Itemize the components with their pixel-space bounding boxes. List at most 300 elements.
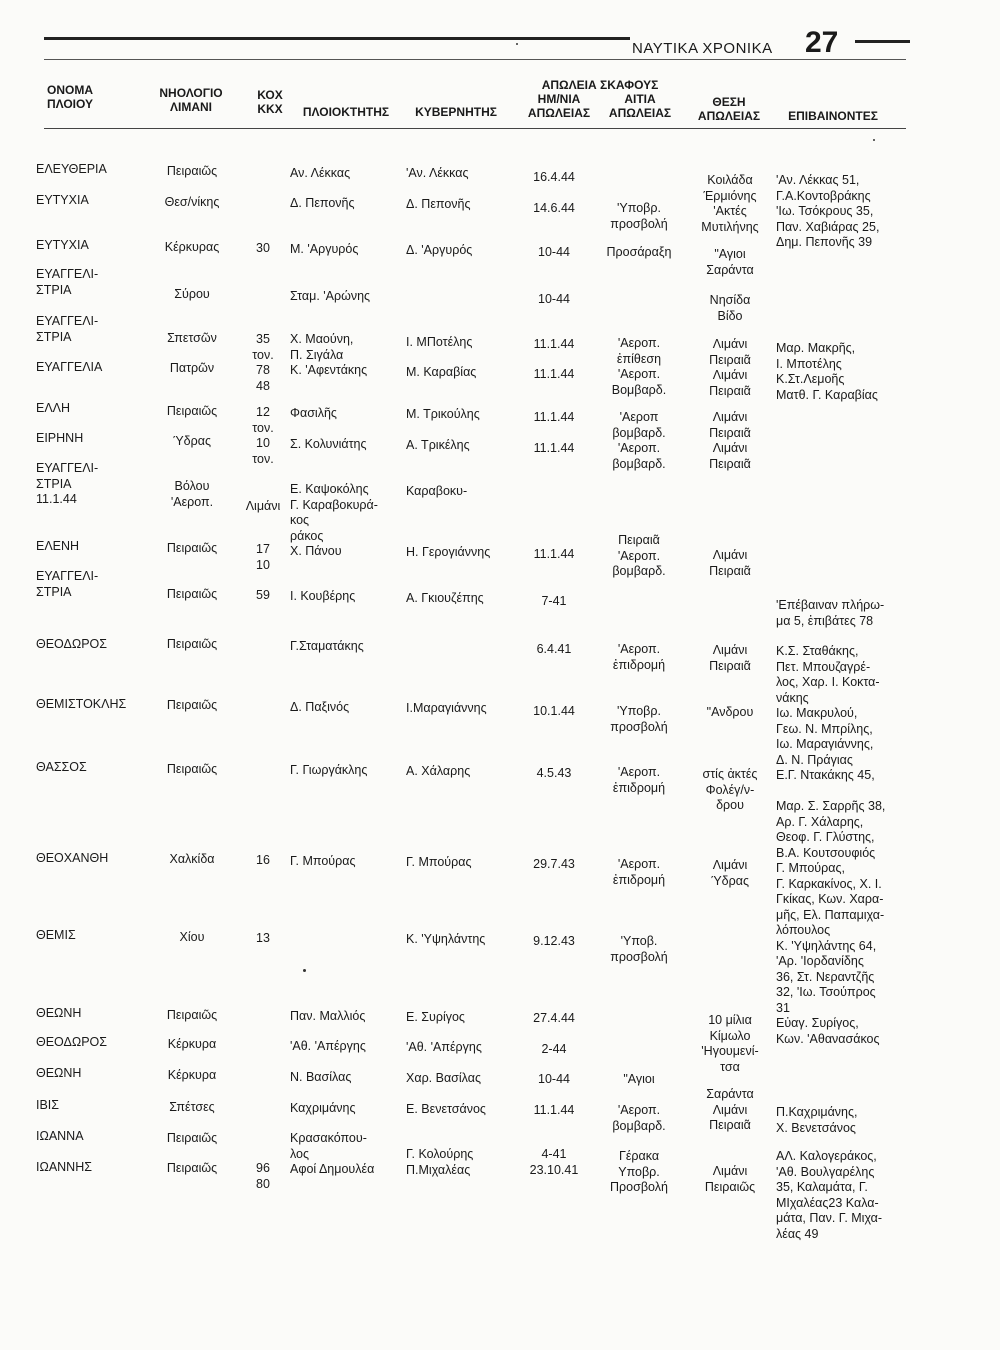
cell-line: Λιμάνι [245, 499, 281, 513]
cell-line: 59 [256, 588, 270, 602]
cell-owner [290, 1009, 402, 1025]
cell-line: Δημ. Πεπονῆς 39 [776, 235, 873, 249]
cell-place [686, 548, 774, 579]
cell-port [144, 1100, 240, 1116]
cell-kox [238, 588, 288, 604]
cell-line: ΘΕΟΔΩΡΟΣ [36, 637, 108, 651]
cell-crew [776, 644, 916, 784]
cell-name [36, 851, 146, 867]
cell-cause [594, 336, 684, 398]
cell-line: Χ. Βενετσάνος [776, 1120, 856, 1135]
cell-line: Ι. ΜΠοτέλης [406, 335, 473, 349]
cell-line: τον. [252, 451, 274, 466]
cell-line: Υποβρ. [618, 1164, 660, 1179]
cell-line: 36, Στ. Νεραντζῆς [776, 969, 875, 984]
cell-line: Ε. Καψοκόλης [290, 482, 369, 496]
cell-port [144, 852, 240, 868]
print-speck [303, 969, 306, 972]
cell-date [515, 704, 593, 720]
cell-line: ΣΤΡΙΑ [36, 584, 72, 599]
cell-line: Πειραιᾶ [709, 456, 751, 471]
cell-line: Πειραιῶς [166, 637, 218, 651]
cell-owner [290, 700, 402, 716]
cell-line: 35 [256, 332, 270, 346]
cell-line: Μ. Καραβίας [406, 365, 477, 379]
cell-captain [406, 855, 518, 871]
cell-line: 30 [256, 241, 270, 255]
cell-line: Βομβαρδ. [611, 382, 667, 397]
magazine-title: ΝΑΥΤΙΚΑ ΧΡΟΝΙΚΑ [632, 40, 773, 57]
cell-cause [594, 857, 684, 888]
cell-line: Παν. Χαβιάρας 25, [776, 219, 880, 234]
cell-line: Κοιλάδα [707, 173, 753, 187]
cell-line: 'Αθ. 'Απέργης [290, 1039, 366, 1053]
cell-line: 4-41 [541, 1147, 567, 1161]
cell-date [515, 292, 593, 308]
cell-line: Ματθ. Γ. Καραβίας [776, 387, 878, 402]
cell-crew [776, 1105, 916, 1136]
cell-line: Πειραιῶς [166, 1008, 218, 1022]
cell-line: 10-44 [538, 292, 570, 306]
cell-date [515, 367, 593, 383]
cell-name [36, 1035, 146, 1051]
cell-name [36, 238, 146, 254]
cell-line: ἐπίθεση [616, 351, 662, 366]
cell-line: Κέρκυρα [167, 1068, 217, 1082]
cell-kox [238, 332, 288, 394]
cell-line: βομβαρδ. [612, 1118, 666, 1133]
cell-place [686, 410, 774, 472]
cell-name [36, 569, 146, 600]
cell-date [515, 1042, 593, 1058]
col-header-date: ΗΜ/ΝΙΑ ΑΠΩΛΕΙΑΣ [527, 92, 591, 120]
cell-name [36, 431, 146, 447]
cell-line: ΘΕΩΝΗ [36, 1006, 82, 1020]
cell-line: Πειραιᾶ [709, 658, 751, 673]
cell-line: Γκίκας, Κων. Χαρα- [776, 892, 884, 906]
cell-line: 80 [256, 1176, 270, 1191]
cell-line: ΕΥΑΓΓΕΛΙ- [36, 569, 99, 583]
cell-line: Γ.Α.Κοντοβράκης [776, 188, 871, 203]
cell-date [515, 1147, 593, 1178]
cell-line: Πειραιᾶ [709, 425, 751, 440]
cell-name [36, 461, 146, 508]
cell-line: ΙΒΙΣ [36, 1098, 60, 1112]
cell-kox [238, 931, 288, 947]
col-header-name: ΟΝΟΜΑ ΠΛΟΙΟΥ [46, 83, 94, 111]
cell-line: Πειραιᾶ [709, 563, 751, 578]
cell-line: ΕΥΑΓΓΕΛΙ- [36, 461, 99, 475]
cell-name [36, 928, 146, 944]
cell-line: Προσάραξη [606, 245, 672, 259]
cell-cause [594, 642, 684, 673]
cell-line: 29.7.43 [533, 857, 575, 871]
cell-line: 11.1.44 [36, 492, 77, 506]
cell-kox [238, 405, 288, 467]
cell-line: 4.5.43 [536, 766, 572, 780]
cell-port [144, 930, 240, 946]
cell-line: 11.1.44 [533, 1103, 575, 1117]
cell-cause [594, 1103, 684, 1134]
cell-line: 'Αν. Λέκκας [406, 166, 469, 180]
cell-line: Σπετσῶν [167, 331, 217, 345]
cell-line: Πειραιῶς [166, 1161, 218, 1175]
cell-line: ἐπιδρομή [612, 657, 666, 672]
cell-line: Π.Καχριμάνης, [776, 1105, 858, 1119]
cell-owner [290, 437, 402, 453]
col-header-crew: ΕΠΙΒΑΙΝΟΝΤΕΣ [788, 109, 878, 123]
cell-line: 31 [776, 1000, 790, 1015]
cell-name [36, 360, 146, 376]
cell-place [686, 293, 774, 324]
page-number: 27 [805, 26, 839, 59]
cell-line: Θεσ/νίκης [164, 195, 220, 209]
cell-line: 14.6.44 [533, 201, 575, 215]
cell-line: τον. [252, 420, 274, 435]
cell-captain [406, 365, 518, 381]
cell-line: ΣΤΡΙΑ [36, 282, 72, 297]
cell-port [144, 479, 240, 510]
cell-line: Α. Γκιουζέπης [406, 591, 484, 605]
cell-line: 'Ηγουμενί- [701, 1044, 759, 1058]
cell-date [515, 245, 593, 261]
cell-line: δρου [716, 798, 744, 812]
cell-line: 17 [256, 542, 270, 556]
cell-line: Γεω. Ν. Μπρίλης, [776, 721, 873, 736]
cell-line: Κέρκυρας [164, 240, 220, 254]
cell-line: Χ. Πάνου [290, 544, 342, 558]
cell-line: "Αγιοι [623, 1072, 655, 1086]
cell-line: Πειραιῶς [166, 1131, 218, 1145]
cell-captain [406, 197, 518, 213]
cell-date [515, 441, 593, 457]
cell-line: Κρασακόπου- [290, 1131, 367, 1145]
cell-cause [594, 934, 684, 965]
cell-line: Χαρ. Βασίλας [406, 1071, 481, 1085]
cell-line: ΕΛΕΝΗ [36, 539, 80, 553]
cell-line: λος, Χαρ. Ι. Κοκτα- [776, 675, 880, 689]
cell-port [144, 541, 240, 557]
cell-line: Λιμάνι [712, 858, 748, 872]
cell-line: Πειραιῶς [166, 587, 218, 601]
cell-line: 'Αεροπ. [617, 336, 661, 350]
cell-line: 10 [256, 436, 270, 450]
cell-line: Χίου [179, 930, 205, 944]
cell-line: Α. Χάλαρης [406, 764, 471, 778]
cell-line: Γ. Κολούρης [406, 1147, 474, 1161]
cell-port [144, 1037, 240, 1053]
cell-line: Πατρῶν [169, 361, 215, 375]
cell-line: 10 μίλια [708, 1013, 752, 1027]
cell-line: Λιμάνι [712, 410, 748, 424]
cell-line: ΘΑΣΣΟΣ [36, 760, 87, 774]
cell-line: Φολέγ/ν- [705, 782, 755, 797]
cell-line: Βίδο [717, 308, 743, 323]
cell-kox [238, 241, 288, 257]
cell-place [686, 1164, 774, 1195]
cell-cause [594, 201, 684, 232]
cell-captain [406, 701, 518, 717]
cell-line: 11.1.44 [533, 441, 575, 455]
cell-line: 2-44 [541, 1042, 567, 1056]
cell-line: Δ. 'Αργυρός [406, 243, 473, 257]
cell-cause [594, 533, 684, 580]
cell-line: Π.Μιχαλέας [406, 1162, 471, 1177]
cell-line: Θεοφ. Γ. Γλύστης, [776, 830, 875, 844]
cell-name [36, 1160, 146, 1176]
cell-captain [406, 484, 518, 500]
cell-line: 10.1.44 [533, 704, 575, 718]
cell-line: Ιω. Μαραγιάννης, [776, 737, 874, 751]
cell-crew [776, 341, 916, 403]
cell-line: τσα [720, 1059, 740, 1074]
cell-line: Λιμάνι [712, 643, 748, 657]
cell-captain [406, 932, 518, 948]
cell-owner [290, 1039, 402, 1055]
cell-captain [406, 1102, 518, 1118]
cell-date [515, 594, 593, 610]
cell-line: Λιμάνι [712, 1164, 748, 1178]
cell-line: Καχριμάνης [290, 1101, 356, 1115]
cell-name [36, 1006, 146, 1022]
cell-line: 9.12.43 [533, 934, 575, 948]
cell-line: 32, 'Ιω. Τσούπρος [776, 985, 876, 999]
cell-line: Χ. Μαούνη, [290, 332, 354, 346]
cell-name [36, 637, 146, 653]
cell-line: Ύδρας [172, 434, 211, 448]
cell-line: προσβολή [610, 216, 668, 231]
cell-line: Πειραιῶς [704, 1179, 756, 1194]
cell-line: 96 [256, 1161, 270, 1175]
cell-name [36, 1066, 146, 1082]
cell-line: ΘΕΟΧΑΝΘΗ [36, 851, 109, 865]
cell-line: Δ. Παξινός [290, 700, 350, 714]
cell-line: ΙΩΑΝΝΑ [36, 1129, 84, 1143]
cell-line: Μ. 'Αργυρός [290, 242, 359, 256]
cell-line: μῆς, Ελ. Παπαμιχα- [776, 907, 885, 922]
cell-line: 'Υποβρ. [617, 201, 661, 215]
cell-line: Γ. Καραβοκυρά- [290, 497, 378, 512]
cell-line: Μ. Τρικούλης [406, 407, 480, 421]
cell-line: 7-41 [541, 594, 567, 608]
cell-owner [290, 482, 402, 560]
cell-line: Λιμάνι [712, 1102, 748, 1117]
col-header-owner: ΠΛΟΙΟΚΤΗΤΗΣ [302, 105, 390, 119]
cell-line: Πειραιῶς [166, 404, 218, 418]
cell-date [515, 547, 593, 563]
cell-line: Πειραιᾶ [709, 1118, 751, 1132]
cell-line: Λιμάνι [712, 368, 748, 382]
cell-port [144, 1008, 240, 1024]
cell-line: Ε.Γ. Ντακάκης 45, [776, 768, 875, 782]
cell-name [36, 760, 146, 776]
cell-line: Πειραιᾶ [709, 383, 751, 398]
cell-name [36, 162, 146, 178]
cell-line: ΕΙΡΗΝΗ [36, 431, 84, 445]
cell-line: ΣΤΡΙΑ [36, 329, 72, 344]
cell-line: λος [290, 1146, 310, 1161]
cell-line: ΕΛΕΥΘΕΡΙΑ [36, 162, 107, 176]
cell-line: ΑΛ. Καλογεράκος, [776, 1149, 877, 1163]
cell-line: Εὐαγ. Συρίγος, [776, 1016, 859, 1030]
cell-line: ΕΥΤΥΧΙΑ [36, 238, 89, 252]
cell-line: 10-44 [538, 245, 570, 259]
cell-line: μάτα, Παν. Γ. Μιχα- [776, 1211, 883, 1225]
cell-line: ΘΕΟΔΩΡΟΣ [36, 1035, 108, 1049]
cell-captain [406, 1040, 518, 1056]
cell-crew [776, 598, 916, 629]
cell-place [686, 643, 774, 674]
cell-line: λόπουλος [776, 923, 831, 937]
cell-line: Σύρου [174, 287, 210, 301]
cell-line: Αφοί Δημουλέα [290, 1162, 375, 1176]
cell-line: ἐπιδρομή [612, 872, 666, 887]
cell-line: 16.4.44 [533, 170, 575, 184]
cell-line: Ε. Βενετσάνος [406, 1102, 486, 1116]
cell-name [36, 1098, 146, 1114]
cell-line: Χαλκίδα [169, 852, 215, 866]
cell-date [515, 934, 593, 950]
cell-line: Σαράντα [706, 1087, 754, 1101]
cell-cause [594, 704, 684, 735]
cell-line: Πειραιῶς [166, 164, 218, 178]
cell-line: 10 [256, 557, 270, 572]
cell-owner [290, 166, 402, 182]
cell-line: ΘΕΜΙΣ [36, 928, 76, 942]
cell-line: Προσβολή [610, 1180, 668, 1194]
cell-line: Φασιλῆς [290, 406, 337, 420]
cell-line: Κ.Στ.Λεμοῆς [776, 372, 845, 386]
header-rule-right [855, 40, 910, 43]
cell-date [515, 1103, 593, 1119]
cell-line: Γέρακα [618, 1149, 660, 1163]
cell-port [144, 698, 240, 714]
cell-line: 'Αν. Λέκκας 51, [776, 173, 860, 187]
cell-captain [406, 764, 518, 780]
cell-line: 'Αεροπ. [617, 765, 661, 779]
cell-port [144, 240, 240, 256]
cell-date [515, 337, 593, 353]
col-header-port: ΝΗΟΛΟΓΙΟ ΛΙΜΑΝΙ [159, 86, 223, 114]
cell-line: Ε. Συρίγος [406, 1010, 465, 1024]
cell-date [515, 201, 593, 217]
cell-line: Π. Σιγάλα [290, 347, 344, 362]
cell-line: Παν. Μαλλιός [290, 1009, 366, 1023]
cell-line: Μαρ. Μακρῆς, [776, 341, 856, 355]
header-rule-bottom [44, 59, 906, 60]
cell-line: Γ. Μπούρας [290, 854, 356, 868]
cell-place [686, 705, 774, 721]
cell-line: Κ. 'Υψηλάντης 64, [776, 938, 877, 953]
cell-line: Ι.Μαραγιάννης [406, 701, 487, 715]
cell-owner [290, 196, 402, 212]
cell-owner [290, 589, 402, 605]
cell-line: Κίμωλο [709, 1028, 751, 1043]
cell-port [144, 587, 240, 603]
cell-line: 6.4.41 [536, 642, 572, 656]
cell-line: 10-44 [538, 1072, 570, 1086]
print-speck [873, 139, 875, 141]
cell-captain [406, 243, 518, 259]
cell-crew [776, 1149, 916, 1242]
cell-line: 13 [256, 931, 270, 945]
cell-line: 'Επέβαιναν πλήρω- [776, 598, 885, 612]
cell-owner [290, 332, 402, 379]
cell-line: 'Αεροπ. [617, 1103, 661, 1117]
cell-owner [290, 763, 402, 779]
cell-line: 'Αεροπ. [617, 367, 661, 381]
col-header-loss-group: ΑΠΩΛΕΙΑ ΣΚΑΦΟΥΣ [541, 78, 659, 92]
cell-name [36, 697, 146, 713]
cell-line: Σαράντα [706, 262, 754, 277]
cell-line: 'Αθ. Βουλγαρέλης [776, 1164, 875, 1179]
cell-port [144, 331, 240, 347]
cell-crew [776, 173, 916, 251]
cell-port [144, 287, 240, 303]
cell-name [36, 1129, 146, 1145]
cell-place [686, 337, 774, 399]
cell-line: Η. Γερογιάννης [406, 545, 491, 559]
cell-line: Δ. Ν. Πράγιας [776, 752, 853, 767]
cell-line: ΙΩΑΝΝΗΣ [36, 1160, 92, 1174]
cell-line: 'Αεροπ [619, 410, 659, 424]
cell-line: κος [290, 513, 310, 527]
cell-line: 'Υποβ. [620, 934, 658, 948]
cell-line: Λιμάνι [712, 548, 748, 562]
cell-line: τον. [252, 347, 274, 362]
cell-line: Γ. Γιωργάκλης [290, 763, 368, 777]
cell-date [515, 170, 593, 186]
cell-line: ΣΤΡΙΑ [36, 476, 72, 491]
cell-line: Λιμάνι [712, 441, 748, 455]
col-header-captain: ΚΥΒΕΡΝΗΤΗΣ [415, 105, 497, 119]
cell-captain [406, 407, 518, 423]
cell-captain [406, 1071, 518, 1087]
cell-place [686, 247, 774, 278]
cell-owner [290, 1101, 402, 1117]
cell-cause [594, 1149, 684, 1196]
cell-line: 35, Καλαμάτα, Γ. [776, 1180, 868, 1194]
cell-line: 'Αρ. 'Ιορδανίδης [776, 954, 864, 968]
cell-line: Κ. 'Υψηλάντης [406, 932, 486, 946]
cell-line: ἐπιδρομή [612, 780, 666, 795]
cell-date [515, 1011, 593, 1027]
header-rule-left [44, 37, 630, 40]
cell-port [144, 361, 240, 377]
cell-line: Αρ. Γ. Χάλαρης, [776, 814, 864, 829]
cell-cause [594, 410, 684, 472]
print-speck [516, 43, 518, 45]
cell-line: Έρμιόνης [703, 188, 757, 203]
cell-line: Δ. Πεπονῆς [406, 197, 471, 211]
cell-line: 'Υποβρ. [617, 704, 661, 718]
cell-line: ΕΥΑΓΓΕΛΙ- [36, 314, 99, 328]
cell-line: προσβολή [610, 949, 668, 964]
cell-date [515, 642, 593, 658]
cell-line: βομβαρδ. [612, 456, 666, 471]
cell-line: 11.1.44 [533, 367, 575, 381]
cell-date [515, 1072, 593, 1088]
cell-captain [406, 166, 518, 182]
cell-line: 'Αεροπ. [617, 548, 661, 563]
cell-line: 'Ιω. Τσόκρους 35, [776, 204, 874, 218]
cell-line: νάκης [776, 690, 809, 705]
cell-line: Κ.Σ. Σταθάκης, [776, 644, 859, 658]
cell-line: ΕΥΤΥΧΙΑ [36, 193, 89, 207]
cell-owner [290, 854, 402, 870]
cell-line: Γ. Καρκακίνος, Χ. Ι. [776, 876, 882, 891]
cell-cause [594, 245, 684, 261]
